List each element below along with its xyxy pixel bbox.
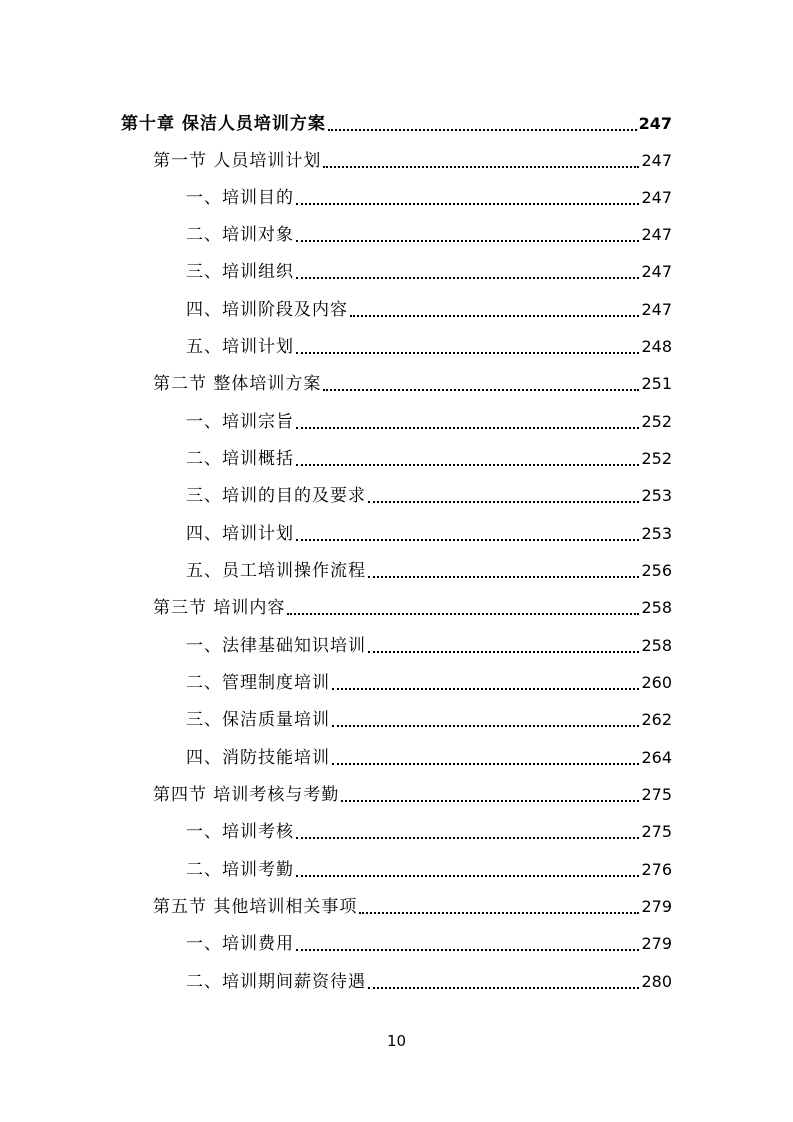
toc-item[interactable] xyxy=(0,850,793,880)
toc-item[interactable] xyxy=(0,215,793,245)
toc-page: 247 xyxy=(638,114,672,133)
toc-label: 三、培训组织 xyxy=(186,262,294,282)
toc-page: 262 xyxy=(641,710,672,729)
toc-page: 260 xyxy=(641,673,672,692)
dot-leader xyxy=(328,128,637,131)
toc-page: 251 xyxy=(641,374,672,393)
toc-item[interactable] xyxy=(0,252,793,282)
toc-label: 四、消防技能培训 xyxy=(186,748,330,768)
toc-item[interactable] xyxy=(0,551,793,581)
toc-page: 258 xyxy=(641,598,672,617)
toc-section-5[interactable] xyxy=(0,887,793,917)
toc-page: 258 xyxy=(641,636,672,655)
toc-label: 第一节 人员培训计划 xyxy=(153,151,322,171)
dot-leader xyxy=(296,202,639,205)
toc-chapter-10[interactable] xyxy=(0,104,793,134)
toc-page: 252 xyxy=(641,412,672,431)
toc-page: 253 xyxy=(641,524,672,543)
toc-page: 253 xyxy=(641,486,672,505)
toc-item[interactable] xyxy=(0,962,793,992)
dot-leader xyxy=(296,874,639,877)
toc-page: 256 xyxy=(641,561,672,580)
toc-label: 一、培训费用 xyxy=(186,934,294,954)
toc-label: 二、管理制度培训 xyxy=(186,673,330,693)
toc-label: 五、培训计划 xyxy=(186,337,294,357)
toc-label: 二、培训对象 xyxy=(186,225,294,245)
toc-page: 276 xyxy=(641,860,672,879)
toc-label: 五、员工培训操作流程 xyxy=(186,561,366,581)
toc-item[interactable] xyxy=(0,476,793,506)
toc-label: 第二节 整体培训方案 xyxy=(153,374,322,394)
toc-label: 第三节 培训内容 xyxy=(153,598,286,618)
toc-item[interactable] xyxy=(0,700,793,730)
toc-page: 247 xyxy=(641,300,672,319)
dot-leader xyxy=(350,314,639,317)
dot-leader xyxy=(296,463,639,466)
toc-page: 275 xyxy=(641,785,672,804)
page-number: 10 xyxy=(386,1032,407,1050)
dot-leader xyxy=(323,388,639,391)
toc-item[interactable] xyxy=(0,402,793,432)
toc-label: 三、培训的目的及要求 xyxy=(186,486,366,506)
toc-label: 四、培训计划 xyxy=(186,524,294,544)
toc-page: 252 xyxy=(641,449,672,468)
toc-page: 247 xyxy=(641,225,672,244)
dot-leader xyxy=(296,351,639,354)
toc-item[interactable] xyxy=(0,327,793,357)
toc-page: 279 xyxy=(641,897,672,916)
dot-leader xyxy=(323,165,639,168)
toc-item[interactable] xyxy=(0,924,793,954)
dot-leader xyxy=(296,276,639,279)
toc-page: 280 xyxy=(641,972,672,991)
toc-item[interactable] xyxy=(0,738,793,768)
dot-leader xyxy=(359,911,639,914)
toc-label: 二、培训期间薪资待遇 xyxy=(186,972,366,992)
toc-item[interactable] xyxy=(0,290,793,320)
toc-label: 三、保洁质量培训 xyxy=(186,710,330,730)
toc-label: 一、培训目的 xyxy=(186,188,294,208)
toc-label: 第四节 培训考核与考勤 xyxy=(153,785,340,805)
toc-page: 247 xyxy=(641,188,672,207)
toc-page: 247 xyxy=(641,262,672,281)
dot-leader xyxy=(296,538,639,541)
dot-leader xyxy=(332,687,639,690)
toc-label: 二、培训考勤 xyxy=(186,860,294,880)
toc-item[interactable] xyxy=(0,178,793,208)
dot-leader xyxy=(368,650,639,653)
toc-section-3[interactable] xyxy=(0,588,793,618)
toc-label: 二、培训概括 xyxy=(186,449,294,469)
toc-item[interactable] xyxy=(0,514,793,544)
dot-leader xyxy=(332,762,639,765)
dot-leader xyxy=(368,500,639,503)
toc-label: 第五节 其他培训相关事项 xyxy=(153,897,358,917)
toc-page: 248 xyxy=(641,337,672,356)
dot-leader xyxy=(296,239,639,242)
dot-leader xyxy=(296,948,639,951)
toc-label: 第十章 保洁人员培训方案 xyxy=(121,114,326,134)
dot-leader xyxy=(287,612,639,615)
toc-item[interactable] xyxy=(0,439,793,469)
toc-label: 一、法律基础知识培训 xyxy=(186,636,366,656)
toc-page: 275 xyxy=(641,822,672,841)
toc-item[interactable] xyxy=(0,663,793,693)
toc-label: 一、培训宗旨 xyxy=(186,412,294,432)
toc-item[interactable] xyxy=(0,812,793,842)
toc-page: 264 xyxy=(641,748,672,767)
dot-leader xyxy=(341,799,639,802)
toc-label: 一、培训考核 xyxy=(186,822,294,842)
dot-leader xyxy=(332,724,639,727)
dot-leader xyxy=(296,836,639,839)
toc-section-1[interactable] xyxy=(0,141,793,171)
toc-section-4[interactable] xyxy=(0,775,793,805)
toc-section-2[interactable] xyxy=(0,364,793,394)
toc-page: 247 xyxy=(641,151,672,170)
dot-leader xyxy=(368,575,639,578)
dot-leader xyxy=(296,426,639,429)
toc-label: 四、培训阶段及内容 xyxy=(186,300,348,320)
dot-leader xyxy=(368,986,639,989)
toc-item[interactable] xyxy=(0,626,793,656)
toc-page: 279 xyxy=(641,934,672,953)
